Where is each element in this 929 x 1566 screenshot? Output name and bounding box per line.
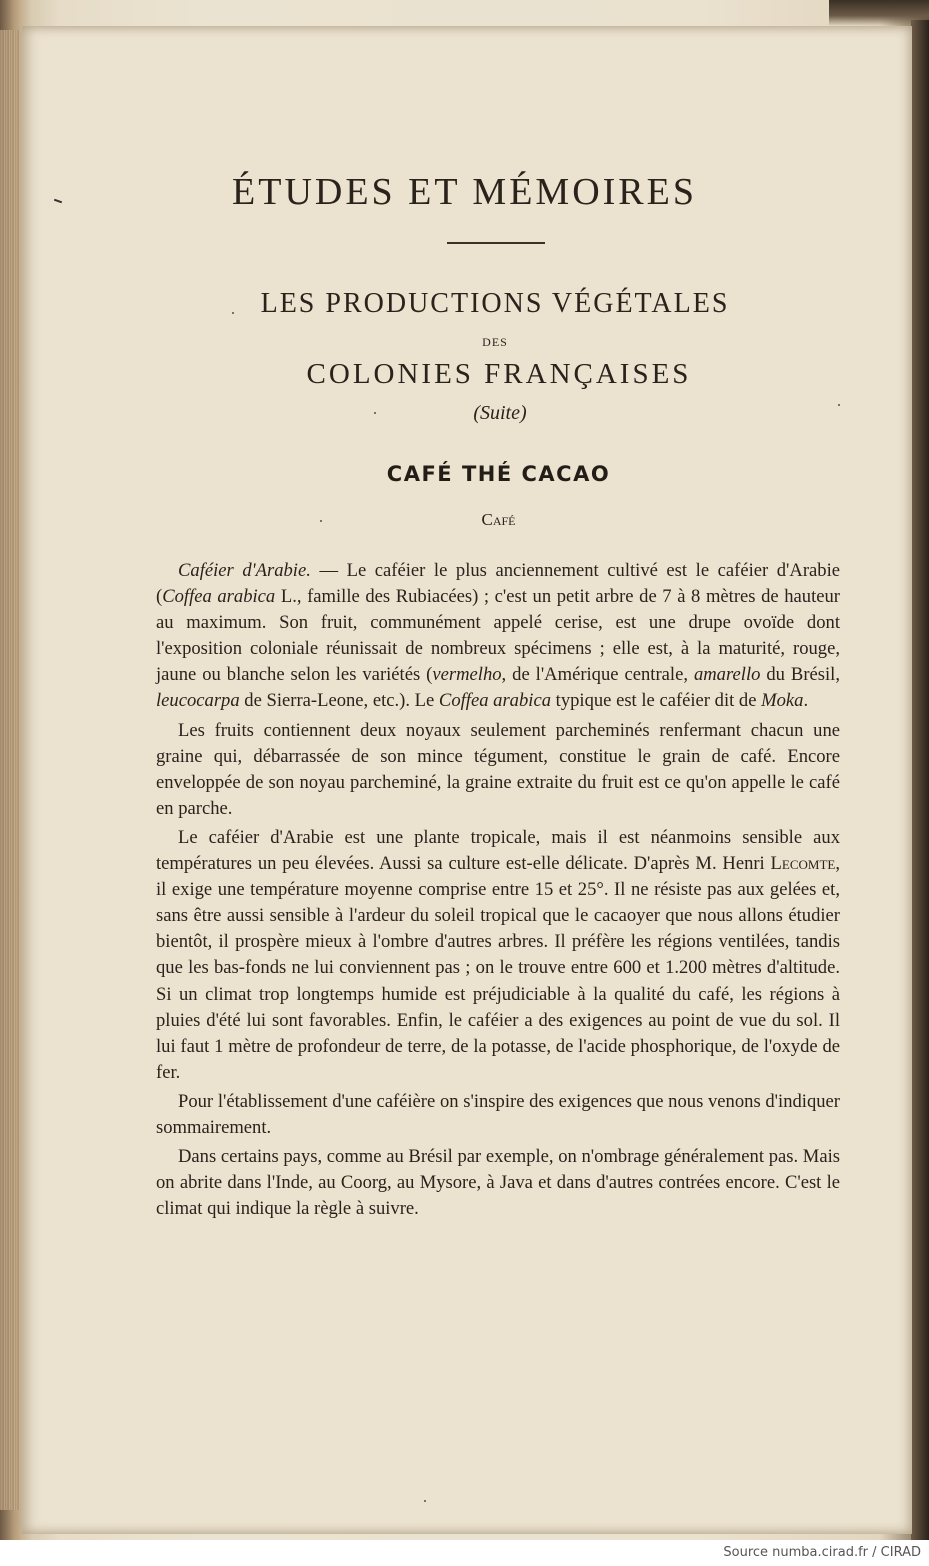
article-title-line-2: COLONIES FRANÇAISES xyxy=(306,358,692,390)
text-run: , de l'Amérique centrale, xyxy=(501,664,694,686)
species-name: Coffea arabica xyxy=(438,690,551,712)
variety-name: amarello xyxy=(693,664,761,686)
book-page-edges xyxy=(0,30,20,1510)
paragraph-3 xyxy=(156,825,840,1086)
article-title-suite: (Suite) xyxy=(473,402,527,424)
paragraph-5: Dans certains pays, comme au Brésil par exemple, on n'ombrage généralement pas. Mais on abrite dans l'Inde, au Coorg, au Mysore, à Java et dans d'autres contrées encore. C'est le climat qui indique la règle à suivre. xyxy=(156,1146,840,1220)
text-run: du Brésil, xyxy=(760,664,840,686)
ink-speck xyxy=(424,1500,426,1502)
paragraph-1 xyxy=(156,558,840,715)
author-name: Lecomte xyxy=(770,853,836,875)
source-credit: Source numba.cirad.fr / CIRAD xyxy=(723,1545,921,1560)
article-title-des: DES xyxy=(482,335,508,349)
article-subhead: Café xyxy=(481,510,516,529)
title-rule xyxy=(447,242,545,244)
article-subject: CAFÉ THÉ CACAO xyxy=(386,462,611,486)
book-spine-shadow xyxy=(911,20,929,1540)
text-run: , il exige une température moyenne comprise entre 15 et 25°. Il ne résiste pas aux gelées et, sans être aussi sensible à l'ardeur du soleil tropical que le cacaoyer que nous allons étudier bientôt, il prospère mieux à l'ombre d'autres arbres. Il préfère les régions ventilées, tandis que les bas-fonds ne lui conviennent pas ; on le trouve entre 600 et 1.200 mètres d'altitude. Si un climat trop longtemps humide est préjudiciable à la qualité du café, les régions à pluies d'été lui sont favorables. Enfin, le caféier a des exigences au point de vue du sol. Il lui faut 1 mètre de profondeur de terre, de la potasse, de l'acide phosphorique, de l'oxyde de fer. xyxy=(156,853,840,1083)
section-title: ÉTUDES ET MÉMOIRES xyxy=(232,171,697,213)
text-run: de Sierra-Leone, etc.). Le xyxy=(239,690,439,712)
species-name: Coffea arabica xyxy=(162,586,276,608)
article-body xyxy=(156,558,840,1225)
variety-name: leucocarpa xyxy=(156,690,240,712)
text-run: . xyxy=(803,690,809,712)
paragraph-4: Pour l'établissement d'une caféière on s'inspire des exigences que nous venons d'indiquer sommairement. xyxy=(156,1090,840,1138)
text-run: typique est le caféier dit de xyxy=(551,690,762,712)
paragraph-2: Les fruits contiennent deux noyaux seulement parcheminés renfermant chacun une graine qui, débarrassée de son mince tégument, constitue le grain de café. Encore enveloppée de son noyau parcheminé, la graine extraite du fruit est ce qu'on appelle le café en parche. xyxy=(156,719,840,819)
article-title-line-1: LES PRODUCTIONS VÉGÉTALES xyxy=(260,288,730,319)
text-run: Le caféier d'Arabie est une plante tropicale, mais il est néanmoins sensible aux températures un peu élevées. Aussi sa culture est-elle délicate. D'après M. Henri xyxy=(156,826,840,875)
variety-name: Moka xyxy=(761,690,804,712)
text-run: L., famille des Rubiacées) ; c'est un petit arbre de 7 à 8 mètres de hauteur au maximum. Son fruit, communément appelé cerise, est une drupe ovoïde dont l'exposition coloniale réunissait de nombreux spécimens ; elle est, à la maturité, rouge, jaune ou blanche selon les variétés ( xyxy=(156,586,840,686)
text-run: — Le caféier le plus anciennement cultivé est le caféier d'Arabie ( xyxy=(156,560,840,608)
paragraph-lead: Caféier d'Arabie. xyxy=(178,560,311,581)
variety-name: vermelho xyxy=(432,664,502,686)
